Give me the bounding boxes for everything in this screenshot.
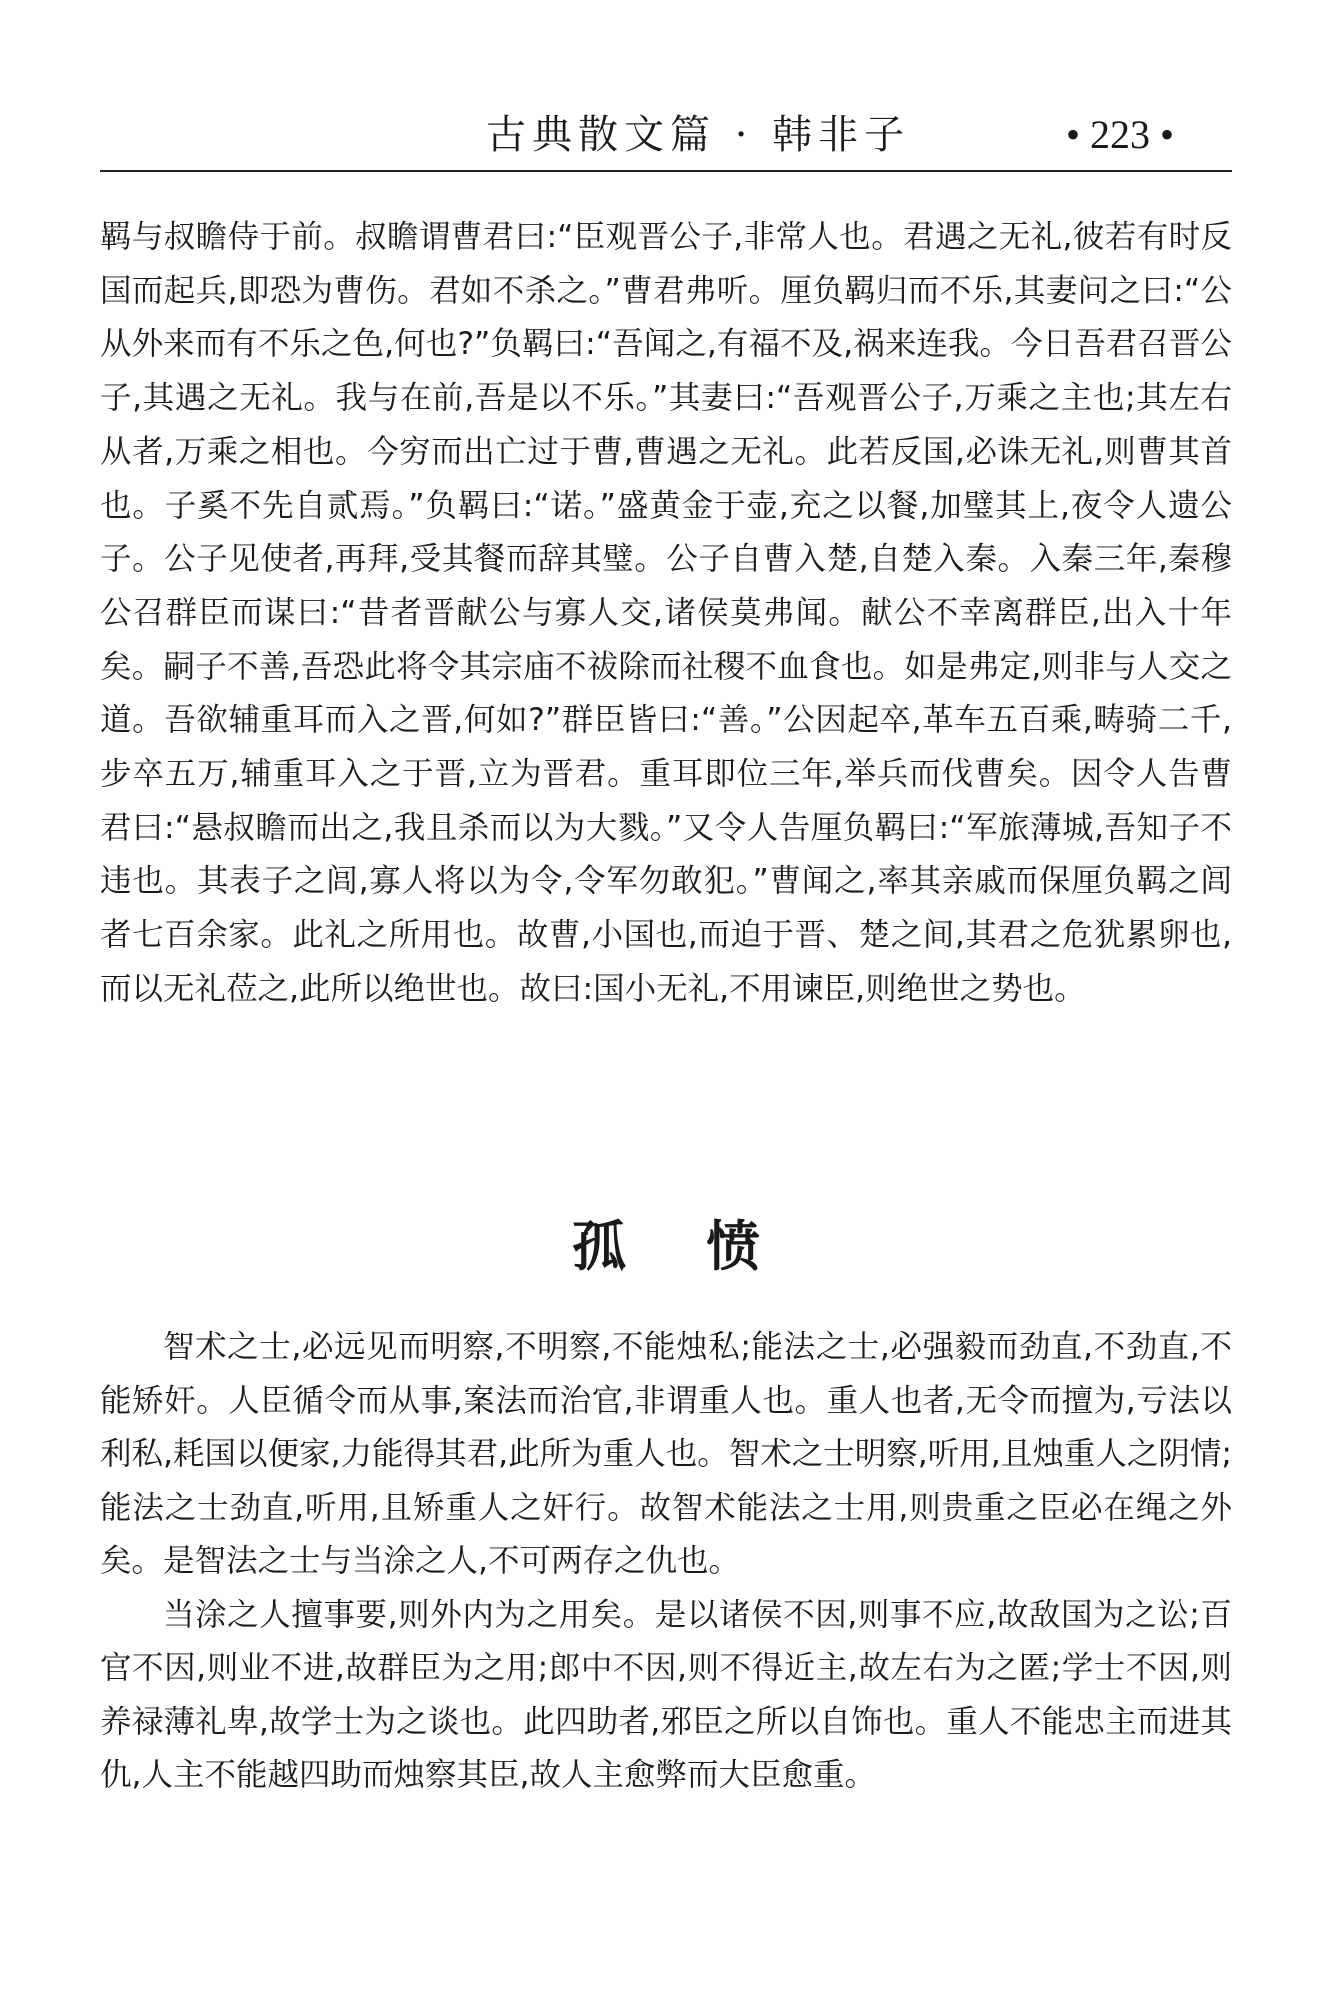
page-number: • 223 • — [1065, 112, 1174, 157]
book-page — [100, 0, 1232, 1997]
section-paragraph-1: 智术之士,必远见而明察,不明察,不能烛私;能法之士,必强毅而劲直,不劲直,不能矫奸。人臣循令而从事,案法而治官,非谓重人也。重人也者,无令而擅为,亏法以利私,耗国以便家,力能得其君,此所为重人也。智术之士明察,听用,且烛重人之阴情;能法之士劲直,听用,且矫重人之奸行。故智术能法之士用,则贵重之臣必在绳之外矣。是智法之士与当涂之人,不可两存之仇也。 — [100, 1329, 1232, 1579]
continued-passage: 羁与叔瞻侍于前。叔瞻谓曹君曰:“臣观晋公子,非常人也。君遇之无礼,彼若有时反国而起兵,即恐为曹伤。君如不杀之。”曹君弗听。厘负羁归而不乐,其妻问之曰:“公从外来而有不乐之色,何也?”负羁曰:“吾闻之,有福不及,祸来连我。今日吾君召晋公子,其遇之无礼。我与在前,吾是以不乐。”其妻曰:“吾观晋公子,万乘之主也;其左右从者,万乘之相也。今穷而出亡过于曹,曹遇之无礼。此若反国,必诛无礼,则曹其首也。子奚不先自贰焉。”负羁曰:“诺。”盛黄金于壶,充之以餐,加璧其上,夜令人遗公子。公子见使者,再拜,受其餐而辞其璧。公子自曹入楚,自楚入秦。入秦三年,秦穆公召群臣而谋曰:“昔者晋献公与寡人交,诸侯莫弗闻。献公不幸离群臣,出入十年矣。嗣子不善,吾恐此将令其宗庙不祓除而社稷不血食也。如是弗定,则非与人交之道。吾欲辅重耳而入之晋,何如?”群臣皆曰:“善。”公因起卒,革车五百乘,畴骑二千,步卒五万,辅重耳入之于晋,立为晋君。重耳即位三年,举兵而伐曹矣。因令人告曹君曰:“悬叔瞻而出之,我且杀而以为大戮。”又令人告厘负羁曰:“军旅薄城,吾知子不违也。其表子之闾,寡人将以为令,令军勿敢犯。”曹闻之,率其亲戚而保厘负羁之闾者七百余家。此礼之所用也。故曹,小国也,而迫于晋、楚之间,其君之危犹累卵也,而以无礼莅之,此所以绝世也。故曰:国小无礼,不用谏臣,则绝世之势也。 — [100, 219, 1232, 1007]
running-header-title: 古典散文篇 · 韩非子 — [486, 112, 911, 158]
section-paragraph-2: 当涂之人擅事要,则外内为之用矣。是以诸侯不因,则事不应,故敌国为之讼;百官不因,则业不进,故群臣为之用;郎中不因,则不得近主,故左右为之匿;学士不因,则养禄薄礼卑,故学士为之谈也。此四助者,邪臣之所以自饰也。重人不能忠主而进其仇,人主不能越四助而烛察其臣,故人主愈弊而大臣愈重。 — [100, 1596, 1232, 1793]
section-title: 孤愤 — [572, 1215, 840, 1278]
section-body — [100, 1321, 1232, 1803]
running-header — [100, 100, 1232, 172]
